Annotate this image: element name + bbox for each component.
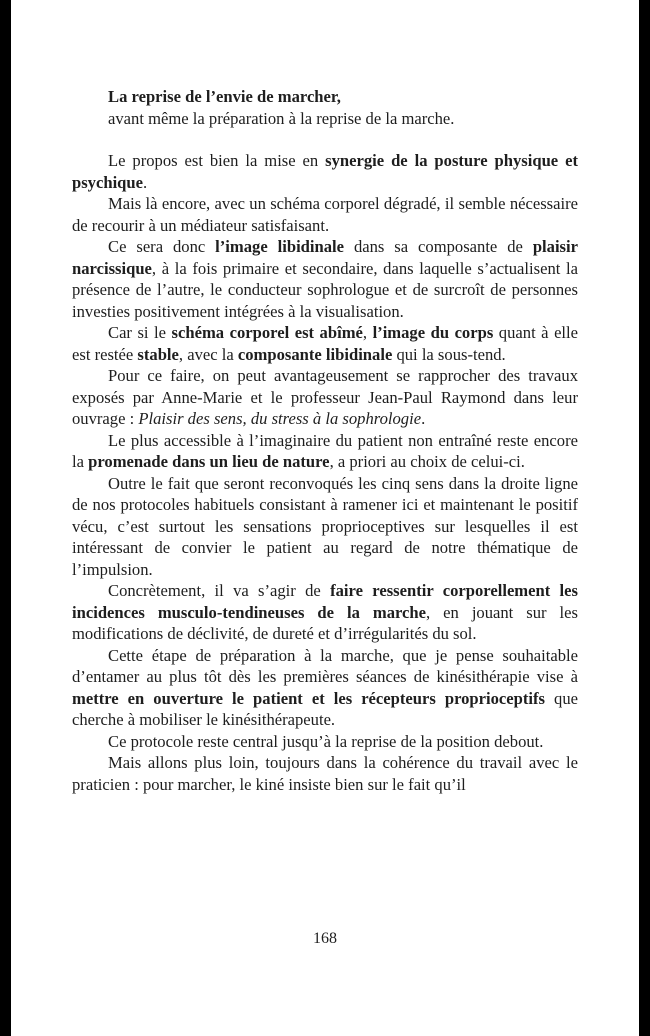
paragraph [72,236,578,322]
page-text-block [72,86,578,795]
text-run-regular: Le propos est bien la mise en [108,151,326,170]
text-run-regular: Mais allons plus loin, toujours dans la cohérence du travail avec le praticien : pour marcher, le kiné insiste bien sur le fait qu’il [72,753,578,794]
paragraph [72,193,578,236]
paragraph [72,752,578,795]
text-run-bold: plaisir narcissique [72,237,578,278]
text-run-bold: mettre en ouverture le patient et les récepteurs proprioceptifs [72,688,546,708]
text-run-regular: Le plus accessible à l’imaginaire du patient non entraîné reste encore la [72,430,578,471]
text-run-regular: que cherche à mobiliser le kinésithérapeute. [72,688,578,729]
text-run-regular: qui la sous-tend. [392,344,506,364]
text-run-regular: Mais là encore, avec un schéma corporel dégradé, il semble nécessaire de recourir à un médiateur satisfaisant. [72,194,578,235]
text-run-bold: promenade dans un lieu de nature [88,452,330,471]
paragraph [72,322,578,365]
paragraph [72,430,578,473]
text-run-regular: , avec la [178,344,238,364]
text-run-bold: faire ressentir corporellement les incidences musculo-tendineuses de la marche [72,581,578,622]
text-run-regular: quant à elle est restée [72,323,579,364]
section-title: La reprise de l’envie de marcher, [108,87,341,106]
paragraphs-container [72,150,578,795]
paragraph [72,645,578,731]
scan-edge-right-bar [639,0,650,1036]
text-run-regular: Ce sera donc [108,237,216,256]
text-run-regular: Outre le fait que seront reconvoqués les cinq sens dans la droite ligne de nos protocoles habituels consistant à ramener ici et maintenant le positif vécu, c’est surtout les sensations proprioceptives sur lesquelles il est intéressant de convier le patient au regard de notre thématique de l’impulsion. [72,473,578,579]
paragraph [72,473,578,581]
page-number: 168 [313,930,337,947]
text-run-regular: , à la fois primaire et secondaire, dans laquelle s’actualisent la présence de l’autre, le conducteur sophrologue et de surcroît de personnes investies positivement intégrées à la visualisation. [72,258,578,321]
section-subtitle: avant même la préparation à la reprise de la marche. [108,108,455,128]
text-run-regular: , [362,323,373,342]
paragraph [72,150,578,193]
text-run-regular: Pour ce faire, on peut avantageusement se rapprocher des travaux exposés par Anne-Marie et le professeur Jean-Paul Raymond dans leur ouvrage : [72,366,578,428]
paragraph [72,731,578,753]
text-run-regular: dans sa composante de [344,237,533,256]
text-run-bold: l’image du corps [372,323,494,342]
text-run-regular: , a priori au choix de celui-ci. [329,452,525,471]
text-run-regular: . [143,172,148,192]
scan-edge-left-bar [0,0,11,1036]
text-run-regular: . [421,409,426,428]
text-run-bold: composante libidinale [237,344,393,364]
paragraph [72,580,578,645]
text-run-bold: schéma corporel est abîmé [171,323,363,342]
text-run-regular: Ce protocole reste central jusqu’à la reprise de la position debout. [108,731,544,751]
text-run-regular: Car si le [108,323,172,342]
text-run-regular: Cette étape de préparation à la marche, que je pense souhaitable d’entamer au plus tôt dès les premières séances de kinésithérapie vise à [72,645,578,686]
text-run-regular: , en jouant sur les modifications de déclivité, de dureté et d’irrégularités du sol. [72,602,578,643]
text-run-bold: l’image libidinale [215,237,345,256]
section-heading [108,86,578,129]
text-run-bold: stable [137,344,179,364]
paragraph [72,365,578,430]
text-run-regular: Concrètement, il va s’agir de [108,581,331,600]
text-run-bold: synergie de la posture physique et psychique [72,151,578,192]
text-run-italic: Plaisir des sens, du stress à la sophrologie [138,409,422,428]
